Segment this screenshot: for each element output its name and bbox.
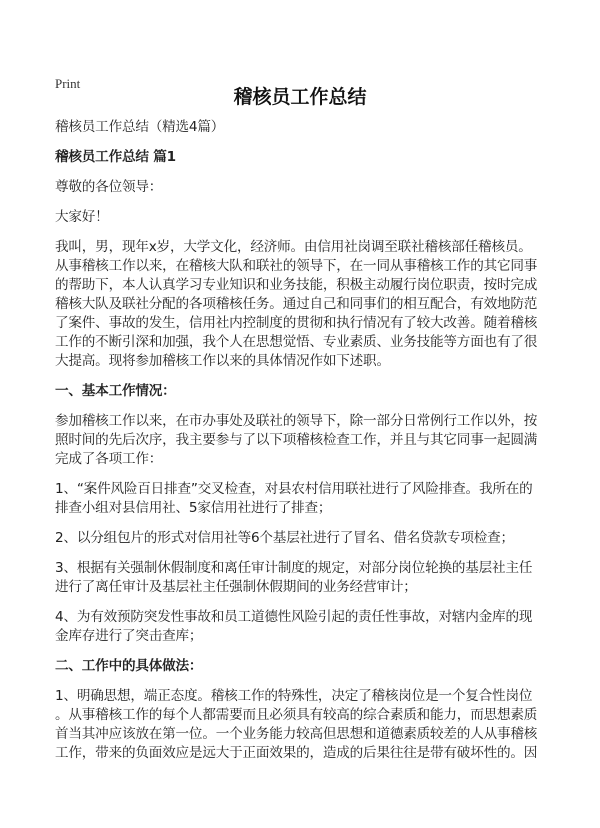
print-link[interactable]: Print xyxy=(55,76,81,91)
text-line: 的帮助下，本人认真学习专业知识和业务技能，积极主动履行岗位职责，按时完成 xyxy=(55,277,538,293)
paragraph xyxy=(55,412,555,469)
paragraph xyxy=(55,687,555,763)
text-line: 稽核员工作总结 篇1 xyxy=(55,149,176,165)
text-line: 我叫，男，现年x岁，大学文化，经济师。由信用社岗调至联社稽核部任稽核员。 xyxy=(55,239,532,255)
text-line: 金库存进行了突击查库； xyxy=(55,628,203,644)
section-heading xyxy=(55,148,555,167)
paragraph xyxy=(55,208,555,227)
text-line: 稽核员工作总结（精选4篇） xyxy=(55,119,225,135)
paragraph xyxy=(55,238,555,371)
text-line: 4、为有效预防突发性事故和员工道德性风险引起的责任性事故，对辖内金库的现 xyxy=(55,609,533,625)
text-line: 参加稽核工作以来，在市办事处及联社的领导下，除一部分日常例行工作以外，按 xyxy=(55,413,538,429)
text-line: 大家好！ xyxy=(55,209,109,225)
text-line: 1、明确思想，端正态度。稽核工作的特殊性，决定了稽核岗位是一个复合性岗位 xyxy=(55,688,533,704)
paragraph xyxy=(55,480,555,518)
text-line: 照时间的先后次序，我主要参与了以下项稽核检查工作，并且与其它同事一起圆满 xyxy=(55,432,538,448)
section-heading xyxy=(55,657,555,676)
text-line: 1、“案件风险百日排查”交叉检查，对县农村信用联社进行了风险排查。我所在的 xyxy=(55,481,533,497)
text-line: 进行了离任审计及基层社主任强制休假期间的业务经营审计； xyxy=(55,579,417,595)
text-line: 一、基本工作情况： xyxy=(55,383,176,399)
text-line: 。从事稽核工作的每个人都需要而且必须具有较高的综合素质和能力，而思想素质 xyxy=(55,707,538,723)
page-title: 稽核员工作总结 xyxy=(233,86,367,108)
section-heading xyxy=(55,382,555,401)
text-line: 3、根据有关强制休假制度和离任审计制度的规定，对部分岗位轮换的基层社主任 xyxy=(55,560,533,576)
paragraph xyxy=(55,608,555,646)
text-line: 稽核大队及联社分配的各项稽核任务。通过自己和同事们的相互配合，有效地防范 xyxy=(55,296,538,312)
text-line: 2、以分组包片的形式对信用社等6个基层社进行了冒名、借名贷款专项检查； xyxy=(55,530,514,546)
paragraph xyxy=(55,178,555,197)
paragraph xyxy=(55,529,555,548)
text-line: 排查小组对县信用社、5家信用社进行了排查； xyxy=(55,500,332,516)
paragraph xyxy=(55,559,555,597)
document-body xyxy=(55,118,555,774)
text-line: 从事稽核工作以来，在稽核大队和联社的领导下，在一同从事稽核工作的其它同事 xyxy=(55,258,538,274)
text-line: 了案件、事故的发生，信用社内控制度的贯彻和执行情况有了较大改善。随着稽核 xyxy=(55,315,538,331)
text-line: 完成了各项工作： xyxy=(55,451,163,467)
text-line: 工作，带来的负面效应是远大于正面效果的，造成的后果往往是带有破坏性的。因 xyxy=(55,745,538,761)
text-line: 尊敬的各位领导： xyxy=(55,179,163,195)
text-line: 大提高。现将参加稽核工作以来的具体情况作如下述职。 xyxy=(55,353,390,369)
text-line: 二、工作中的具体做法： xyxy=(55,658,203,674)
text-line: 首当其冲应该放在第一位。一个业务能力较高但思想和道德素质较差的人从事稽核 xyxy=(55,726,538,742)
paragraph xyxy=(55,118,555,137)
text-line: 工作的不断引深和加强，我个人在思想觉悟、专业素质、业务技能等方面也有了很 xyxy=(55,334,538,350)
